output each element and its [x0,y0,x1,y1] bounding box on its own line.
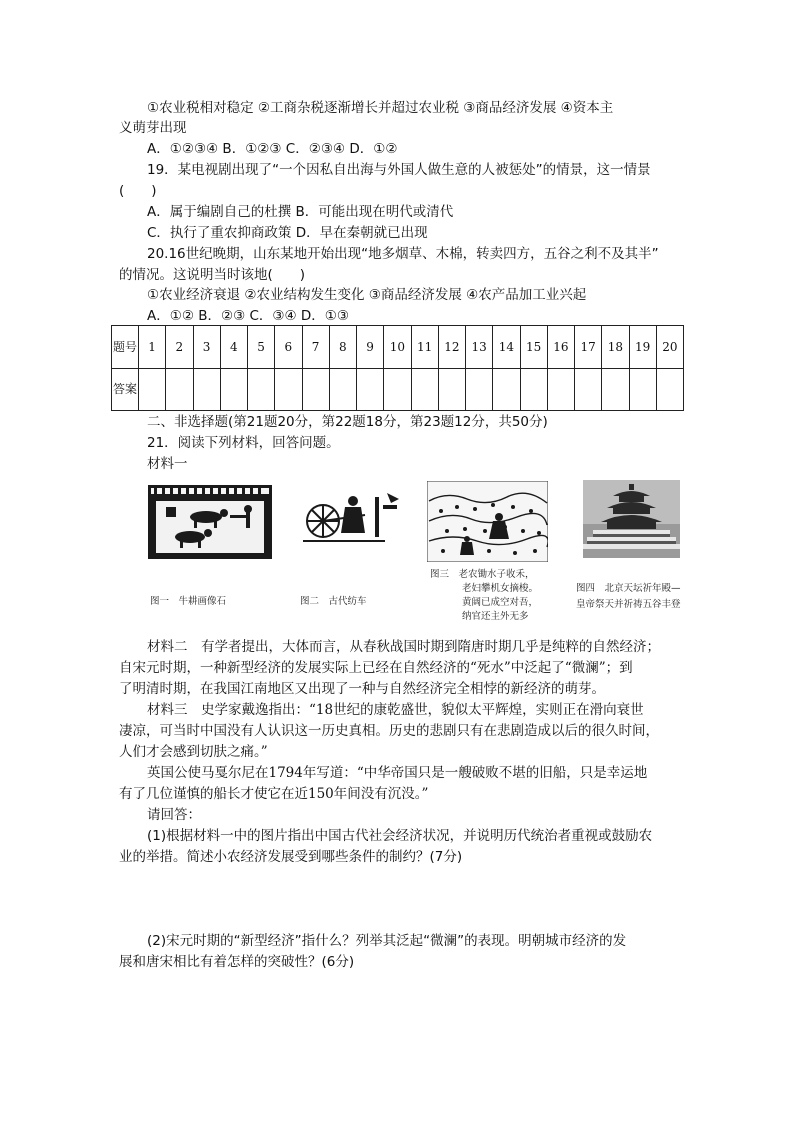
q19-choice-cd: C．执行了重农抑商政策 D．早在秦朝就已出现 [147,225,428,241]
fig3-caption-line3: 黄阔已成空对吾， [462,597,539,608]
q18-options-line1: ①农业税相对稳定 ②工商杂税逐渐增长并超过农业税 ③商品经济发展 ④资本主 [147,100,614,116]
answer-cell[interactable] [139,368,166,411]
material1-label: 材料一 [147,456,188,472]
answer-cell[interactable] [166,368,193,411]
answer-cell[interactable] [220,368,247,411]
answer-table-number-row [112,326,684,369]
answer-table [111,325,684,411]
q21-part1-line2: 业的举措。简述小农经济发展受到哪些条件的制约？(7分) [119,849,463,865]
answer-cell[interactable] [629,368,656,411]
q19-stem-line1: 19．某电视剧出现了“一个因私自出海与外国人做生意的人被惩处”的情景，这一情景 [147,162,651,178]
table-cell-number: 3 [193,326,220,369]
answer-cell[interactable] [438,368,465,411]
table-cell-number: 5 [248,326,275,369]
material3-line3: 人们才会感到切肤之痛。” [119,744,268,760]
fig4-caption-line2: 皇帝祭天并祈祷五谷丰登 [576,599,681,610]
material3-line1: 材料三 史学家戴逸指出：“18世纪的康乾盛世，貌似太平辉煌，实则正在滑向衰世 [147,702,644,718]
table-header-number: 题号 [112,326,139,369]
table-cell-number: 4 [220,326,247,369]
table-cell-number: 19 [629,326,656,369]
answer-table-answer-row [112,368,684,411]
q21-intro: 21．阅读下列材料，回答问题。 [147,435,340,451]
fig3-caption-line4: 纳官还主外无多 [462,611,529,622]
answer-cell[interactable] [656,368,683,411]
q19-stem-line2: ( ) [119,183,157,199]
answer-cell[interactable] [411,368,438,411]
answer-cell[interactable] [193,368,220,411]
material3-line4: 英国公使马戛尔尼在1794年写道：“中华帝国只是一艘破败不堪的旧船，只是幸运地 [147,765,648,781]
fig3-caption-line1: 图三 老农锄水子收禾， [430,569,535,580]
table-cell-number: 11 [411,326,438,369]
q20-choices: A．①② B．②③ C．③④ D．①③ [147,308,350,324]
temple-of-heaven-image [583,480,680,558]
q20-options: ①农业经济衰退 ②农业结构发生变化 ③商品经济发展 ④农产品加工业兴起 [147,287,587,303]
q19-choice-ab: A．属于编剧自己的杜撰 B．可能出现在明代或清代 [147,204,454,220]
section2-title: 二、非选择题(第21题20分，第22题18分，第23题12分，共50分) [147,414,548,430]
table-header-answer: 答案 [112,368,139,411]
answer-cell[interactable] [384,368,411,411]
q21-part2-line1: (2)宋元时期的“新型经济”指什么？列举其泛起“微澜”的表现。明朝城市经济的发 [147,933,627,949]
table-cell-number: 12 [438,326,465,369]
material2-line3: 了明清时期，在我国江南地区又出现了一种与自然经济完全相悖的新经济的萌芽。 [119,681,605,697]
fig4-caption-line1: 图四 北京天坛祈年殿— [576,583,681,594]
ox-plough-relief-image [148,485,272,559]
table-cell-number: 8 [329,326,356,369]
table-cell-number: 14 [493,326,520,369]
answer-cell[interactable] [302,368,329,411]
material2-line2: 自宋元时期，一种新型经济的发展实际上已经在自然经济的“死水”中泛起了“微澜”；到 [119,660,633,676]
table-cell-number: 17 [575,326,602,369]
material3-line2: 凄凉，可当时中国没有人认识这一历史真相。历史的悲剧只有在悲剧造成以后的很久时间， [119,723,659,739]
q20-stem-line1: 20.16世纪晚期，山东某地开始出现“地多烟草、木棉，转卖四方，五谷之利不及其半” [147,246,659,262]
answer-cell[interactable] [357,368,384,411]
answer-cell[interactable] [466,368,493,411]
table-cell-number: 13 [466,326,493,369]
table-cell-number: 16 [547,326,574,369]
answer-cell[interactable] [329,368,356,411]
fig3-caption-line2: 老妇攀机女摘梭。 [462,583,539,594]
table-cell-number: 6 [275,326,302,369]
table-cell-number: 2 [166,326,193,369]
answer-cell[interactable] [547,368,574,411]
questions-prompt: 请回答： [147,807,201,823]
q21-part2-line2: 展和唐宋相比有着怎样的突破性？(6分) [119,954,355,970]
material3-line5: 有了几位谨慎的船长才使它在近150年间没有沉没。” [119,786,429,802]
q18-options-line2: 义萌芽出现 [119,120,187,136]
answer-cell[interactable] [248,368,275,411]
answer-cell[interactable] [602,368,629,411]
answer-cell[interactable] [493,368,520,411]
table-cell-number: 15 [520,326,547,369]
q18-choices: A．①②③④ B．①②③ C．②③④ D．①② [147,141,398,157]
table-cell-number: 10 [384,326,411,369]
answer-cell[interactable] [575,368,602,411]
q20-stem-line2: 的情况。这说明当时该地( ) [119,267,306,283]
table-cell-number: 20 [656,326,683,369]
answer-cell[interactable] [275,368,302,411]
answer-cell[interactable] [520,368,547,411]
table-cell-number: 7 [302,326,329,369]
fig1-caption: 图一 牛耕画像石 [150,596,227,607]
table-cell-number: 1 [139,326,166,369]
table-cell-number: 9 [357,326,384,369]
farming-scene-painting-image [427,481,548,562]
material2-line1: 材料二 有学者提出，大体而言，从春秋战国时期到隋唐时期几乎是纯粹的自然经济； [147,639,660,655]
spinning-wheel-image [295,487,407,551]
q21-part1-line1: (1)根据材料一中的图片指出中国古代社会经济状况，并说明历代统治者重视或鼓励农 [147,828,653,844]
table-cell-number: 18 [602,326,629,369]
fig2-caption: 图二 古代纺车 [300,596,367,607]
